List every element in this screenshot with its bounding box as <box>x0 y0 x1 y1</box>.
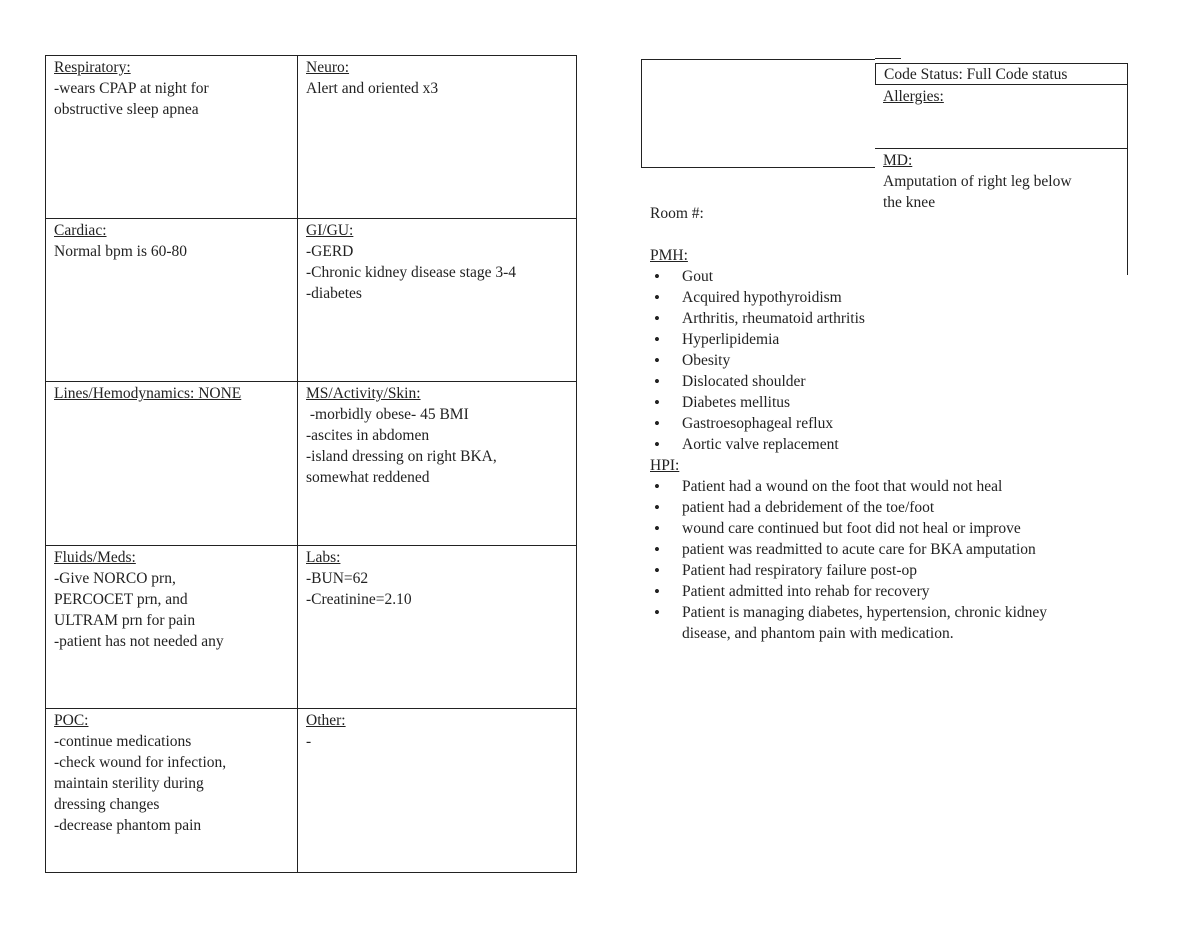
fluids-meds-cell <box>46 546 298 709</box>
assessment-grid <box>45 55 577 873</box>
pmh-item: • Arthritis, rheumatoid arthritis <box>650 308 1150 329</box>
poc-cell <box>46 709 298 872</box>
hpi-list <box>650 476 1150 644</box>
cardiac-heading: Cardiac: <box>54 222 107 240</box>
labs-heading: Labs: <box>306 548 341 566</box>
labs-cell <box>298 546 576 709</box>
poc-line: -decrease phantom pain <box>54 816 202 834</box>
md-line: the knee <box>883 194 936 211</box>
poc-line: dressing changes <box>54 795 160 813</box>
labs-line: -BUN=62 <box>306 569 369 587</box>
fluids-meds-line: PERCOCET prn, and <box>54 590 188 608</box>
other-line: - <box>306 732 312 750</box>
poc-line: maintain sterility during <box>54 774 204 792</box>
allergies-heading: Allergies: <box>883 88 944 105</box>
md-line: Amputation of right leg below <box>883 173 1072 190</box>
pmh-item: • Aortic valve replacement <box>650 434 1150 455</box>
hpi-item: • Patient had respiratory failure post-op <box>650 560 1150 581</box>
pmh-item: • Hyperlipidemia <box>650 329 1150 350</box>
pmh-item: • Gastroesophageal reflux <box>650 413 1150 434</box>
pmh-item: • Acquired hypothyroidism <box>650 287 1150 308</box>
divider-line <box>875 58 901 59</box>
hpi-item: • wound care continued but foot did not heal or improve <box>650 518 1150 539</box>
hpi-heading: HPI: <box>650 457 680 474</box>
pmh-item: • Diabetes mellitus <box>650 392 1150 413</box>
poc-line: -continue medications <box>54 732 192 750</box>
ms-activity-skin-line: -island dressing on right BKA, <box>306 448 497 466</box>
fluids-meds-heading: Fluids/Meds: <box>54 548 136 566</box>
hpi-item: • patient was readmitted to acute care for BKA amputation <box>650 539 1150 560</box>
gigu-line: -diabetes <box>306 285 362 303</box>
gigu-line: -Chronic kidney disease stage 3-4 <box>306 264 517 282</box>
fluids-meds-line: ULTRAM prn for pain <box>54 611 196 629</box>
respiratory-heading: Respiratory: <box>54 59 131 76</box>
gigu-line: -GERD <box>306 243 354 261</box>
poc-heading: POC: <box>54 711 89 729</box>
cardiac-line: Normal bpm is 60-80 <box>54 243 188 261</box>
neuro-line: Alert and oriented x3 <box>306 80 439 97</box>
gigu-cell <box>298 219 576 382</box>
fluids-meds-line: -Give NORCO prn, <box>54 569 176 587</box>
ms-activity-skin-cell <box>298 382 576 545</box>
other-heading: Other: <box>306 711 346 729</box>
labs-line: -Creatinine=2.10 <box>306 590 412 608</box>
hpi-item: • Patient admitted into rehab for recovery <box>650 581 1150 602</box>
ms-activity-skin-line: -morbidly obese- 45 BMI <box>306 406 469 424</box>
lines-hemodynamics-cell <box>46 382 298 545</box>
hpi-item-text: Patient is managing diabetes, hypertension, chronic kidney <box>682 604 1048 621</box>
ms-activity-skin-line: somewhat reddened <box>306 469 430 487</box>
pmh-item: • Obesity <box>650 350 1150 371</box>
hpi-item-text-cont: disease, and phantom pain with medication. <box>682 625 954 642</box>
gigu-heading: GI/GU: <box>306 222 354 240</box>
room-number-label: Room #: <box>650 205 704 222</box>
neuro-heading: Neuro: <box>306 59 350 76</box>
pmh-list <box>650 266 1150 455</box>
ms-activity-skin-line: -ascites in abdomen <box>306 427 430 445</box>
respiratory-cell <box>46 56 298 219</box>
respiratory-line: -wears CPAP at night for <box>54 80 209 97</box>
ms-activity-skin-heading: MS/Activity/Skin: <box>306 385 421 403</box>
cardiac-cell <box>46 219 298 382</box>
fluids-meds-line: -patient has not needed any <box>54 632 224 650</box>
history-section <box>650 245 1150 644</box>
code-status: Code Status: Full Code status <box>875 63 1128 85</box>
pmh-item: • Dislocated shoulder <box>650 371 1150 392</box>
neuro-cell <box>298 56 576 219</box>
pmh-heading: PMH: <box>650 247 688 264</box>
lines-hemodynamics-heading: Lines/Hemodynamics: NONE <box>54 385 242 403</box>
poc-line: -check wound for infection, <box>54 753 227 771</box>
hpi-item <box>650 602 1150 644</box>
allergies-section <box>875 85 1128 149</box>
pmh-item: • Gout <box>650 266 1150 287</box>
other-cell <box>298 709 576 872</box>
hpi-item: • Patient had a wound on the foot that would not heal <box>650 476 1150 497</box>
md-heading: MD: <box>883 152 913 169</box>
hpi-item: • patient had a debridement of the toe/foot <box>650 497 1150 518</box>
patient-label-box <box>641 59 875 168</box>
respiratory-line: obstructive sleep apnea <box>54 101 199 118</box>
